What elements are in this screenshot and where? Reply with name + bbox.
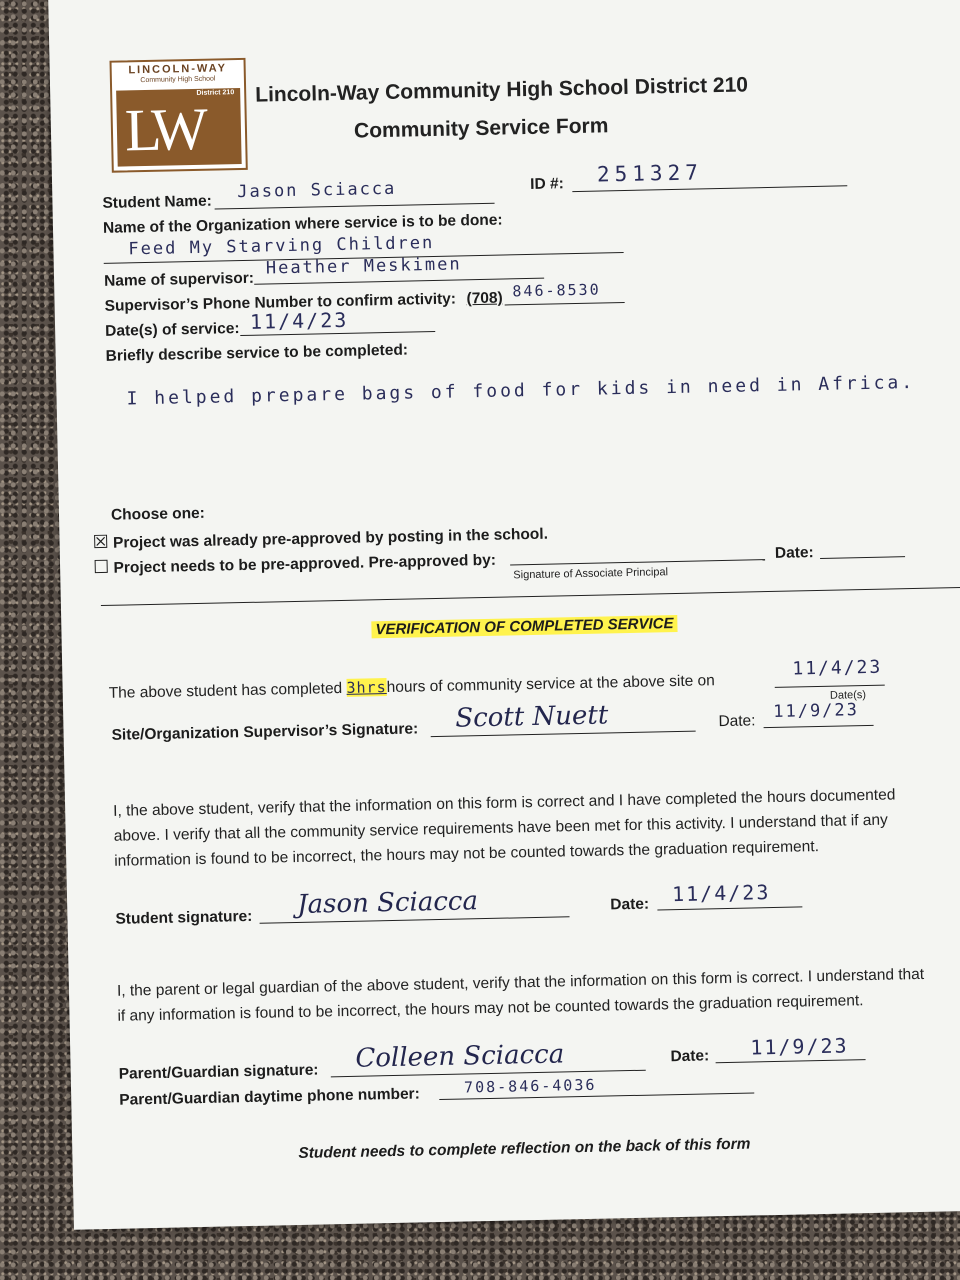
completed-pre-text: The above student has completed	[108, 679, 343, 702]
supervisor-signature-label: Site/Organization Supervisor’s Signature:	[111, 720, 419, 744]
student-name-value: Jason Sciacca	[237, 178, 397, 203]
school-logo	[109, 58, 247, 173]
option-needs-approval	[93, 549, 496, 578]
student-statement: I, the above student, verify that the information on this form is correct and I have completed the hours documented above. I verify that all the community service requirements have been met for this activity. I understand that if any information is found to be incorrect, the hours may not be counted towards the graduation requirement.	[113, 786, 896, 870]
approval-date-label: Date:	[774, 544, 814, 562]
supervisor-phone-area: (708)	[466, 289, 503, 308]
verification-heading: VERIFICATION OF COMPLETED SERVICE	[371, 615, 677, 638]
student-date-value: 11/4/23	[671, 880, 771, 907]
describe-label: Briefly describe service to be completed:	[105, 341, 409, 365]
dates-label: Date(s) of service:	[104, 320, 240, 340]
dates-caption: Date(s)	[829, 689, 867, 702]
id-label: ID #:	[529, 175, 564, 193]
signature-caption: Signature of Associate Principal	[513, 566, 669, 582]
description-value: I helped prepare bags of food for kids in need in Africa.	[126, 371, 916, 410]
supervisor-value: Heather Meskimen	[265, 254, 462, 279]
completed-post-text: hours of community service at the above site on	[386, 672, 715, 697]
parent-date-value: 11/9/23	[750, 1033, 849, 1060]
parent-signature-label: Parent/Guardian signature:	[118, 1061, 319, 1083]
logo-district: District 210	[196, 89, 235, 97]
site-date-value: 11/4/23	[792, 656, 883, 680]
community-service-form	[48, 0, 960, 1230]
supervisor-signature: Scott Nuett	[455, 700, 609, 734]
dates-value: 11/4/23	[249, 307, 349, 334]
parent-phone-label: Parent/Guardian daytime phone number:	[119, 1085, 420, 1109]
supervisor-date-value: 11/9/23	[773, 700, 860, 722]
hours-value: 3hrs	[346, 678, 387, 697]
logo-name: LINCOLN-WAY	[128, 62, 228, 77]
student-signature-label: Student signature:	[115, 907, 253, 928]
id-value: 251327	[596, 160, 704, 187]
supervisor-phone-label: Supervisor’s Phone Number to confirm activity:	[104, 290, 457, 315]
student-signature: Jason Sciacca	[296, 886, 479, 920]
parent-signature: Colleen Sciacca	[355, 1039, 565, 1074]
completed-statement	[109, 671, 715, 703]
supervisor-phone-value: 846-8530	[512, 280, 601, 301]
option-needs-approval-label: Project needs to be pre-approved. Pre-approved by:	[113, 551, 497, 577]
checkbox-checked-icon[interactable]: ☒	[92, 531, 109, 553]
parent-phone-value: 708-846-4036	[463, 1075, 597, 1097]
logo-subtitle: Community High School	[140, 75, 216, 85]
organization-value: Feed My Starving Children	[128, 232, 435, 260]
form-title-district: Lincoln-Way Community High School District 210	[255, 73, 749, 107]
supervisor-date-label: Date:	[718, 712, 756, 731]
supervisor-label: Name of supervisor:	[103, 269, 255, 290]
footer-note: Student needs to complete reflection on the back of this form	[298, 1135, 751, 1163]
option-preapproved-label: Project was already pre-approved by posting in the school.	[112, 525, 549, 552]
parent-statement: I, the parent or legal guardian of the above student, verify that the information on this form is correct. I understand that if any information is found to be incorrect, the hours may not be counted towards the graduation requirement.	[116, 965, 925, 1025]
parent-date-label: Date:	[670, 1047, 710, 1066]
logo-mark: LW	[124, 95, 203, 164]
choose-label: Choose one:	[110, 504, 206, 524]
student-name-label: Student Name:	[102, 192, 213, 212]
organization-label: Name of the Organization where service is to be done:	[102, 211, 503, 237]
checkbox-unchecked-icon[interactable]: ☐	[92, 556, 110, 578]
form-title: Community Service Form	[353, 114, 609, 143]
student-date-label: Date:	[610, 895, 650, 914]
